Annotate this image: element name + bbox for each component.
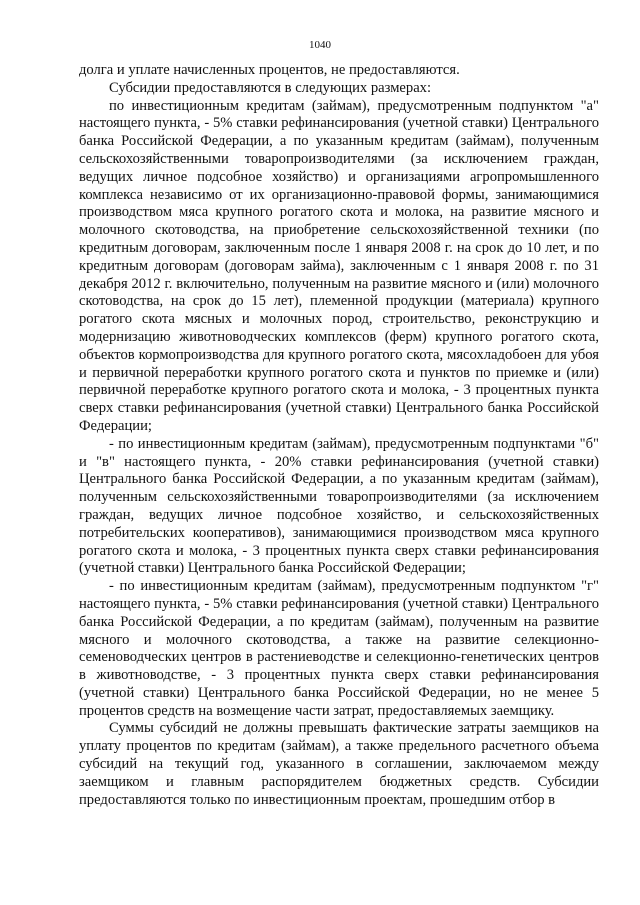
paragraph-subsidy-sizes-intro: Субсидии предоставляются в следующих размерах: xyxy=(109,79,432,96)
paragraph-subpoint-g: - по инвестиционным кредитам (займам), предусмотренным подпунктом "г" настоящего пункта, - 5% ставки рефинансирования (учетной ставки) Центрального банка Российской Федерации, а по кредитам (займам), полученным на развитие мясного и молочного скотоводства, а также на развитие селекционно-семеноводческих центров в растениеводстве и селекционно-генетических центров в животноводстве, - 3 процентных пункта сверх ставки рефинансирования (учетной ставки) Центрального банка Российской Федерации, но не менее 5 процентов средств на возмещение части затрат, предоставляемых заемщику. xyxy=(79,578,599,719)
page-number: 1040 xyxy=(309,39,331,51)
paragraph-subsidy-limits: Суммы субсидий не должны превышать фактические затраты заемщиков на уплату процентов по кредитам (займам), а также предельного расчетного объема субсидий на текущий год, указанного в соглашении, заключаемом между заемщиком и главным распорядителем бюджетных средств. Субсидии предоставляются только по инвестиционным проектам, прошедшим отбор в xyxy=(79,720,599,808)
document-body xyxy=(79,62,599,809)
paragraph-continuation: долга и уплате начисленных процентов, не предоставляются. xyxy=(79,62,460,78)
paragraph-subpoint-a: по инвестиционным кредитам (займам), предусмотренным подпунктом "а" настоящего пункта, - 5% ставки рефинансирования (учетной ставки) Центрального банка Российской Федерации, а по указанным кредитам (займам), полученным сельскохозяйственными товаропроизводителями (за исключением граждан, ведущих личное подсобное хозяйство) и организациями агропромышленного комплекса независимо от их организационно-правовой формы, занимающимися производством мяса крупного рогатого скота и молока, на развитие мясного и молочного скотоводства, на приобретение сельскохозяйственной техники (по кредитным договорам, заключенным после 1 января 2008 г. на срок до 10 лет, и по кредитным договорам (договорам займа), заключенным с 1 января 2008 г. по 31 декабря 2012 г. включительно, полученным на развитие мясного и (или) молочного скотоводства, на срок до 15 лет), племенной продукции (материала) крупного рогатого скота мясных и молочных пород, строительство, реконструкцию и модернизацию животноводческих комплексов (ферм) крупного рогатого скота, объектов кормопроизводства для крупного рогатого скота, мясохладобоен для убоя и первичной переработки крупного рогатого скота и пунктов по приемке и (или) первичной переработке крупного рогатого скота и молока, - 3 процентных пункта сверх ставки рефинансирования (учетной ставки) Центрального банка Российской Федерации; xyxy=(79,97,599,434)
paragraph-subpoints-b-v: - по инвестиционным кредитам (займам), предусмотренным подпунктами "б" и "в" настоящего пункта, - 20% ставки рефинансирования (учетной ставки) Центрального банка Российской Федерации, а по указанным кредитам (займам), полученным сельскохозяйственными товаропроизводителями (за исключением граждан, ведущих личное подсобное хозяйство, и сельскохозяйственных потребительских кооперативов), занимающимися производством мяса крупного рогатого скота и молока, - 3 процентных пункта сверх ставки рефинансирования (учетной ставки) Центрального банка Российской Федерации; xyxy=(79,435,599,577)
